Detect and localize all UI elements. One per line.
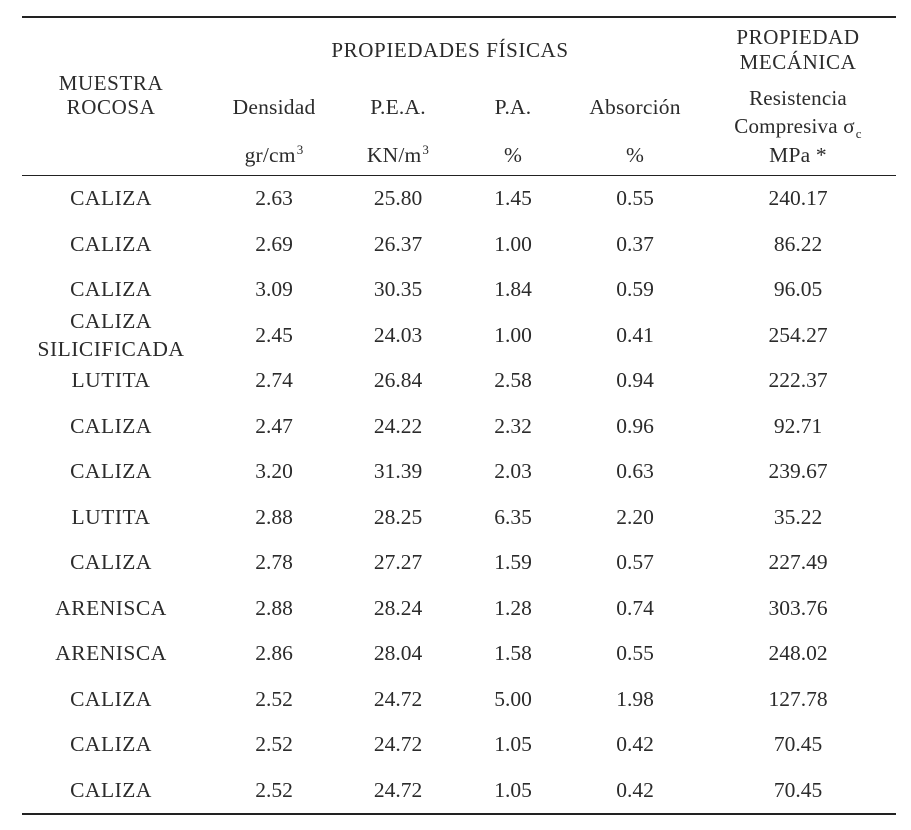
header-resistencia-line2 [700,112,896,143]
cell-resistencia: 303.76 [768,595,828,620]
cell-resistencia: 127.78 [768,686,828,711]
cell-pa: 2.58 [494,368,532,392]
cell-absorcion: 0.42 [616,777,654,802]
cell-absorcion: 0.63 [616,459,654,483]
header-resistencia-compresiva [700,84,896,143]
header-pa: P.A. [494,95,532,119]
cell-pea: 25.80 [373,186,423,210]
cell-pea: 27.27 [373,550,423,574]
cell-absorcion: 0.94 [616,368,654,392]
cell-absorcion: 1.98 [616,686,654,711]
cell-densidad: 3.09 [255,277,293,301]
cell-densidad: 2.74 [255,368,293,392]
cell-densidad: 2.88 [255,504,293,529]
cell-densidad: 2.88 [255,595,293,620]
cell-muestra: CALIZA [70,231,152,256]
header-densidad: Densidad [232,95,316,119]
cell-muestra [22,307,200,363]
cell-absorcion: 0.74 [616,595,654,620]
cell-resistencia: 254.27 [768,322,828,347]
cell-pea: 31.39 [373,459,423,483]
cell-densidad: 2.78 [255,550,293,574]
unit-densidad-base: gr/cm [244,143,296,167]
cell-resistencia: 227.49 [768,550,828,574]
table-top-rule [22,16,896,18]
cell-muestra-line1: CALIZA [70,308,152,333]
unit-pea-base: KN/m [366,143,422,167]
unit-pea [325,142,471,171]
cell-absorcion: 0.41 [616,322,654,347]
header-muestra-rocosa [22,71,200,119]
cell-densidad: 2.52 [255,732,293,756]
cell-resistencia: 92.71 [773,413,823,438]
cell-muestra: LUTITA [71,368,151,392]
cell-absorcion: 0.37 [616,231,654,256]
cell-densidad: 2.86 [255,641,293,665]
cell-pea: 26.37 [373,231,423,256]
cell-muestra: LUTITA [71,504,151,529]
cell-absorcion: 2.20 [616,504,654,529]
cell-pa: 1.59 [494,550,532,574]
cell-pea: 28.25 [373,504,423,529]
cell-muestra-line2: SILICIFICADA [37,336,185,361]
cell-densidad: 2.69 [255,231,293,256]
cell-resistencia: 239.67 [768,459,828,483]
header-mecanica-line1: PROPIEDAD [736,25,860,49]
unit-absorcion: % [625,143,645,167]
unit-pa: % [503,143,523,167]
header-pea: P.E.A. [370,95,426,119]
cell-pea: 28.04 [373,641,423,665]
cell-pa: 1.45 [494,186,532,210]
cell-muestra: CALIZA [70,413,152,438]
cell-pea: 28.24 [373,595,423,620]
cell-densidad: 2.63 [255,186,293,210]
unit-densidad-exponent: 3 [296,142,304,157]
header-resistencia-line1: Resistencia [749,86,847,110]
cell-resistencia: 248.02 [768,641,828,665]
cell-pa: 1.05 [494,777,532,802]
cell-resistencia: 96.05 [773,277,823,301]
cell-densidad: 2.52 [255,777,293,802]
cell-pea: 24.03 [373,322,423,347]
cell-densidad: 2.47 [255,413,293,438]
cell-absorcion: 0.55 [616,641,654,665]
cell-muestra: ARENISCA [55,595,167,620]
unit-resistencia: MPa * [769,143,827,167]
header-propiedades-fisicas: PROPIEDADES FÍSICAS [331,38,569,62]
cell-muestra: CALIZA [70,459,152,483]
cell-densidad: 3.20 [255,459,293,483]
sigma-subscript: c [855,126,862,141]
cell-absorcion: 0.57 [616,550,654,574]
header-absorcion: Absorción [589,95,681,119]
cell-pa: 1.84 [494,277,532,301]
cell-pa: 1.28 [494,595,532,620]
header-propiedad-mecanica [700,25,896,75]
cell-resistencia: 86.22 [773,231,823,256]
cell-muestra: CALIZA [70,777,152,802]
cell-pea: 24.22 [373,413,423,438]
cell-pea: 24.72 [373,686,423,711]
cell-pa: 1.00 [494,322,532,347]
header-mecanica-line2: MECÁNICA [739,50,857,74]
cell-pea: 24.72 [373,732,423,756]
cell-pea: 24.72 [373,777,423,802]
cell-resistencia: 70.45 [773,777,823,802]
cell-muestra: CALIZA [70,732,152,756]
cell-muestra: CALIZA [70,686,152,711]
cell-densidad: 2.45 [255,322,293,347]
cell-absorcion: 0.59 [616,277,654,301]
cell-densidad: 2.52 [255,686,293,711]
cell-muestra: CALIZA [70,277,152,301]
cell-resistencia: 222.37 [768,368,828,392]
cell-pa: 2.32 [494,413,532,438]
cell-absorcion: 0.96 [616,413,654,438]
cell-resistencia: 35.22 [773,504,823,529]
cell-pa: 1.00 [494,231,532,256]
cell-pa: 6.35 [494,504,532,529]
header-muestra-line1: MUESTRA [58,71,164,95]
cell-absorcion: 0.55 [616,186,654,210]
header-muestra-line2: ROCOSA [66,95,156,119]
cell-pa: 2.03 [494,459,532,483]
cell-resistencia: 70.45 [773,732,823,756]
table-bottom-rule [22,813,896,815]
cell-pa: 1.05 [494,732,532,756]
cell-pa: 1.58 [494,641,532,665]
cell-muestra: CALIZA [70,550,152,574]
cell-absorcion: 0.42 [616,732,654,756]
cell-pea: 30.35 [373,277,423,301]
cell-muestra: ARENISCA [55,641,167,665]
cell-pa: 5.00 [494,686,532,711]
header-body-rule [22,175,896,176]
header-resistencia-label: Compresiva σ [734,114,855,138]
cell-resistencia: 240.17 [768,186,828,210]
cell-pea: 26.84 [373,368,423,392]
cell-muestra: CALIZA [70,186,152,210]
unit-pea-exponent: 3 [422,142,430,157]
